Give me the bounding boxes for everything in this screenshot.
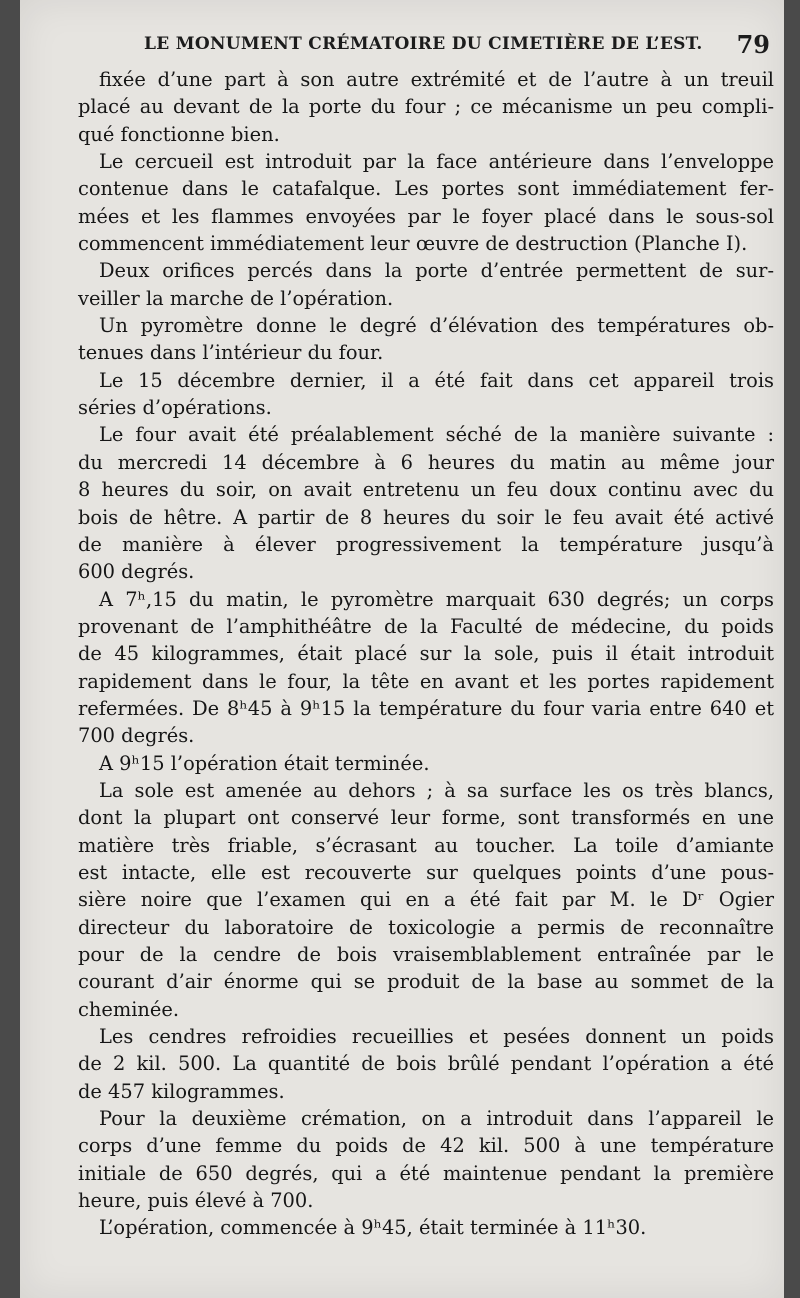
text-line: est intacte, elle est recouverte sur quelques points d’une pous- xyxy=(78,860,774,884)
paragraph xyxy=(78,66,774,148)
text-line: sière noire que l’examen qui en a été fait par M. le Dʳ Ogier xyxy=(78,888,774,912)
text-line: pour de la cendre de bois vraisemblablement entraînée par le xyxy=(78,943,774,966)
text-line: Un pyromètre donne le degré d’élévation des températures ob- xyxy=(99,314,774,338)
page-header xyxy=(80,26,770,66)
paragraph xyxy=(78,750,774,777)
text-line: 8 heures du soir, on avait entretenu un feu doux continu avec du xyxy=(78,478,774,502)
text-line: veiller la marche de l’opération. xyxy=(78,286,394,310)
paragraph xyxy=(78,1105,774,1214)
paragraph xyxy=(78,421,774,585)
text-line: A 9ʰ15 l’opération était terminée. xyxy=(99,751,430,775)
paragraph xyxy=(78,367,774,422)
text-line: A 7ʰ,15 du matin, le pyromètre marquait 630 degrés; un corps xyxy=(99,587,774,611)
text-line: La sole est amenée au dehors ; à sa surface les os très blancs, xyxy=(99,778,774,802)
running-title: LE MONUMENT CRÉMATOIRE DU CIMETIÈRE DE L’EST. xyxy=(144,34,703,54)
text-line: corps d’une femme du poids de 42 kil. 500 à une température xyxy=(78,1134,774,1158)
text-line: placé au devant de la porte du four ; ce mécanisme un peu compli- xyxy=(78,95,774,119)
body-text xyxy=(78,66,774,1242)
book-page xyxy=(20,0,784,1298)
text-line: Les cendres refroidies recueillies et pesées donnent un poids xyxy=(99,1025,774,1049)
text-line: heure, puis élevé à 700. xyxy=(78,1189,314,1213)
text-line: matière très friable, s’écrasant au toucher. La toile d’amiante xyxy=(78,833,774,857)
paragraph xyxy=(78,586,774,750)
text-line: de 2 kil. 500. La quantité de bois brûlé pendant l’opération a été xyxy=(78,1052,774,1076)
text-line: fixée d’une part à son autre extrémité et de l’autre à un treuil xyxy=(99,68,774,91)
text-line: Le cercueil est introduit par la face antérieure dans l’enveloppe xyxy=(99,150,774,174)
text-line: refermées. De 8ʰ45 à 9ʰ15 la température du four varia entre 640 et xyxy=(78,696,774,720)
text-line: séries d’opérations. xyxy=(78,396,272,420)
text-line: de manière à élever progressivement la température jusqu’à xyxy=(78,532,774,556)
paragraph xyxy=(78,257,774,312)
text-line: cheminée. xyxy=(78,997,180,1021)
paragraph xyxy=(78,777,774,1023)
page-number: 79 xyxy=(736,30,770,59)
text-line: contenue dans le catafalque. Les portes sont immédiatement fer- xyxy=(78,177,774,201)
text-line: 600 degrés. xyxy=(78,560,195,584)
text-line: rapidement dans le four, la tête en avant et les portes rapidement xyxy=(78,669,774,693)
text-line: de 45 kilogrammes, était placé sur la sole, puis il était introduit xyxy=(78,642,774,666)
text-line: qué fonctionne bien. xyxy=(78,122,280,146)
text-line: Deux orifices percés dans la porte d’entrée permettent de sur- xyxy=(99,259,774,283)
text-line: initiale de 650 degrés, qui a été maintenue pendant la première xyxy=(78,1161,774,1185)
text-line: tenues dans l’intérieur du four. xyxy=(78,341,384,365)
paragraph xyxy=(78,312,774,367)
text-line: directeur du laboratoire de toxicologie a permis de reconnaître xyxy=(78,915,774,939)
text-line: dont la plupart ont conservé leur forme, sont transformés en une xyxy=(78,806,774,830)
paragraph xyxy=(78,148,774,257)
text-line: Le four avait été préalablement séché de la manière suivante : xyxy=(99,423,774,447)
paragraph xyxy=(78,1214,774,1241)
text-line: 700 degrés. xyxy=(78,724,195,748)
text-line: mées et les flammes envoyées par le foyer placé dans le sous-sol xyxy=(78,204,774,228)
text-line: Le 15 décembre dernier, il a été fait dans cet appareil trois xyxy=(99,368,774,392)
paragraph xyxy=(78,1023,774,1105)
text-line: courant d’air énorme qui se produit de la base au sommet de la xyxy=(78,970,774,994)
text-line: commencent immédiatement leur œuvre de destruction (Planche I). xyxy=(78,232,748,256)
text-line: L’opération, commencée à 9ʰ45, était terminée à 11ʰ30. xyxy=(99,1216,647,1240)
text-line: du mercredi 14 décembre à 6 heures du matin au même jour xyxy=(78,450,774,474)
text-line: bois de hêtre. A partir de 8 heures du soir le feu avait été activé xyxy=(78,505,774,529)
text-line: de 457 kilogrammes. xyxy=(78,1079,285,1103)
text-line: provenant de l’amphithéâtre de la Faculté de médecine, du poids xyxy=(78,614,774,638)
text-line: Pour la deuxième crémation, on a introduit dans l’appareil le xyxy=(99,1107,774,1131)
